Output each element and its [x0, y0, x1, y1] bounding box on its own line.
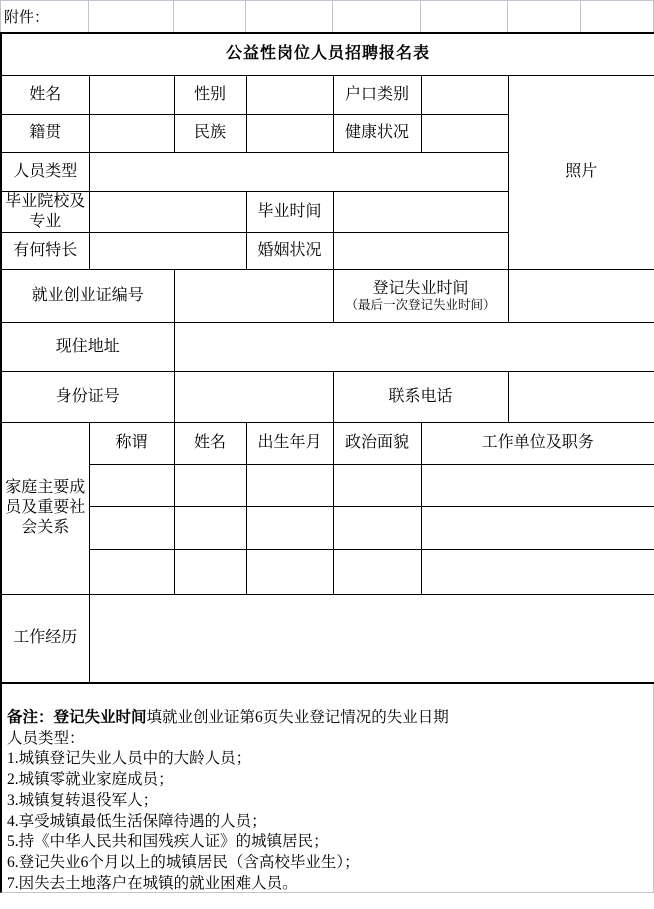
person-type-input-cell[interactable] — [89, 152, 508, 191]
family-header-birth: 出生年月 — [246, 422, 333, 464]
cert-no-label: 就业创业证编号 — [1, 269, 174, 322]
family-cell[interactable] — [174, 506, 246, 549]
note-remark-line — [7, 708, 647, 729]
native-place-label: 籍贯 — [1, 114, 89, 152]
address-input-cell[interactable] — [174, 322, 654, 371]
grid-cell[interactable] — [508, 1, 581, 32]
specialty-label: 有何特长 — [1, 232, 89, 269]
grid-cell[interactable] — [333, 1, 421, 32]
form-title: 公益性岗位人员招聘报名表 — [1, 33, 654, 75]
note-line1-rest: 填就业创业证第6页失业登记情况的失业日期 — [146, 709, 449, 726]
note-item: 3.城镇复转退役军人； — [7, 791, 159, 809]
ethnicity-input-cell[interactable] — [246, 114, 333, 152]
family-cell[interactable] — [246, 464, 333, 506]
family-cell[interactable] — [174, 464, 246, 506]
family-header-political: 政治面貌 — [333, 422, 421, 464]
family-cell[interactable] — [421, 506, 654, 549]
person-type-label: 人员类型 — [1, 152, 89, 191]
unemploy-time-label-cell — [333, 269, 508, 322]
note-prefix: 备注： — [7, 709, 54, 726]
health-label: 健康状况 — [333, 114, 421, 152]
family-header-workunit: 工作单位及职务 — [421, 422, 654, 464]
unemploy-time-subnote: （最后一次登记失业时间） — [345, 297, 496, 312]
grid-cell[interactable] — [421, 1, 508, 32]
family-cell[interactable] — [89, 549, 174, 594]
grid-cell[interactable] — [246, 1, 333, 32]
attachment-label: 附件： — [4, 10, 50, 26]
id-no-label: 身份证号 — [1, 371, 174, 422]
ethnicity-label: 民族 — [174, 114, 246, 152]
family-section-label: 家庭主要成员及重要社会关系 — [1, 422, 89, 594]
work-exp-input-cell[interactable] — [89, 594, 654, 683]
family-cell[interactable] — [89, 506, 174, 549]
note-bold-term: 登记失业时间 — [53, 709, 147, 726]
notes-section — [0, 684, 654, 893]
application-form-table — [0, 32, 654, 684]
grid-cell[interactable] — [174, 1, 246, 32]
marital-input-cell[interactable] — [333, 232, 508, 269]
note-item: 5.持《中华人民共和国残疾人证》的城镇居民； — [7, 833, 329, 851]
phone-label: 联系电话 — [333, 371, 508, 422]
note-type-header: 人员类型： — [7, 729, 85, 747]
phone-input-cell[interactable] — [508, 371, 654, 422]
school-major-input-cell[interactable] — [89, 191, 246, 232]
work-exp-label: 工作经历 — [1, 594, 89, 683]
note-item: 7.因失去土地落户在城镇的就业困难人员。 — [7, 874, 298, 892]
note-item: 1.城镇登记失业人员中的大龄人员； — [7, 750, 252, 768]
id-no-input-cell[interactable] — [174, 371, 333, 422]
top-grid-strip — [0, 0, 654, 32]
family-cell[interactable] — [333, 549, 421, 594]
specialty-input-cell[interactable] — [89, 232, 246, 269]
family-cell[interactable] — [421, 549, 654, 594]
note-item: 2.城镇零就业家庭成员； — [7, 771, 174, 789]
family-cell[interactable] — [333, 506, 421, 549]
address-label: 现住地址 — [1, 322, 174, 371]
hukou-label: 户口类别 — [333, 75, 421, 114]
gender-label: 性别 — [174, 75, 246, 114]
grad-time-label: 毕业时间 — [246, 191, 333, 232]
unemploy-time-label: 登记失业时间 — [372, 279, 469, 297]
unemploy-time-input-cell[interactable] — [508, 269, 654, 322]
note-item: 4.享受城镇最低生活保障待遇的人员； — [7, 812, 267, 830]
grad-time-input-cell[interactable] — [333, 191, 508, 232]
gender-input-cell[interactable] — [246, 75, 333, 114]
family-cell[interactable] — [333, 464, 421, 506]
hukou-input-cell[interactable] — [421, 75, 508, 114]
family-cell[interactable] — [174, 549, 246, 594]
attachment-cell[interactable] — [1, 1, 89, 32]
grid-cell[interactable] — [581, 1, 654, 32]
family-cell[interactable] — [246, 549, 333, 594]
name-label: 姓名 — [1, 75, 89, 114]
photo-cell[interactable]: 照片 — [508, 75, 654, 269]
cert-no-input-cell[interactable] — [174, 269, 333, 322]
family-cell[interactable] — [421, 464, 654, 506]
native-place-input-cell[interactable] — [89, 114, 174, 152]
marital-label: 婚姻状况 — [246, 232, 333, 269]
note-item: 6.登记失业6个月以上的城镇居民（含高校毕业生）； — [7, 853, 360, 871]
family-cell[interactable] — [89, 464, 174, 506]
health-input-cell[interactable] — [421, 114, 508, 152]
family-header-relation: 称谓 — [89, 422, 174, 464]
grid-cell[interactable] — [89, 1, 174, 32]
name-input-cell[interactable] — [89, 75, 174, 114]
family-cell[interactable] — [246, 506, 333, 549]
family-header-name: 姓名 — [174, 422, 246, 464]
school-major-label: 毕业院校及专业 — [1, 191, 89, 232]
